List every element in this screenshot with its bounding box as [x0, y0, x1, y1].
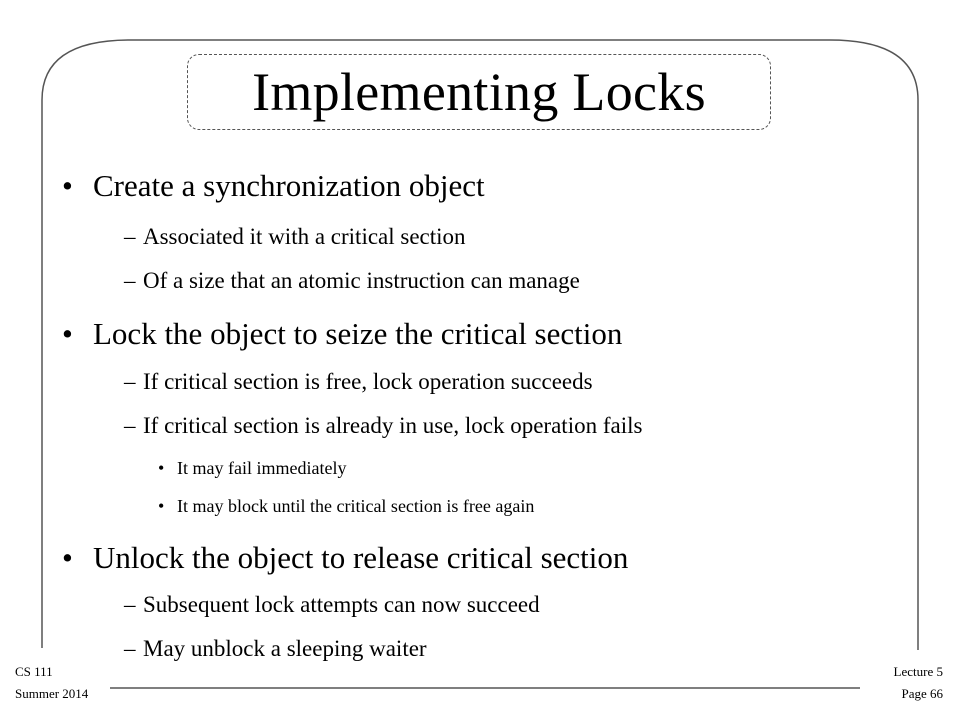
sub-bullet-text: If critical section is free, lock operation succeeds [143, 369, 593, 394]
footer-page-number: Page 66 [901, 686, 943, 701]
bullet-marker: • [158, 496, 165, 516]
dash-marker: – [124, 268, 136, 293]
sub-bullet-text: Subsequent lock attempts can now succeed [143, 592, 540, 617]
sub-bullet-text: If critical section is already in use, lock operation fails [143, 413, 643, 438]
sub-bullet-text: Of a size that an atomic instruction can manage [143, 268, 580, 293]
bullet-marker: • [62, 540, 73, 575]
bullet-marker: • [158, 458, 165, 478]
sub-sub-bullet-text: It may block until the critical section is free again [177, 496, 535, 516]
dash-marker: – [124, 224, 136, 249]
dash-marker: – [124, 413, 136, 438]
sub-bullet-text: May unblock a sleeping waiter [143, 636, 427, 661]
footer-course: CS 111 [15, 664, 53, 679]
footer-course-info [15, 661, 88, 705]
dash-marker: – [124, 369, 136, 394]
sub-sub-bullet-text: It may fail immediately [177, 458, 347, 478]
footer-term: Summer 2014 [15, 686, 89, 701]
footer-lecture: Lecture 5 [893, 664, 943, 679]
sub-bullet-text: Associated it with a critical section [143, 224, 466, 249]
dash-marker: – [124, 636, 136, 661]
slide-title: Implementing Locks [252, 62, 706, 122]
bullet-text: Create a synchronization object [93, 168, 485, 203]
bullet-text: Lock the object to seize the critical section [93, 316, 623, 351]
bullet-marker: • [62, 168, 73, 203]
dash-marker: – [124, 592, 136, 617]
bullet-text: Unlock the object to release critical section [93, 540, 629, 575]
bullet-marker: • [62, 316, 73, 351]
footer-page-info [894, 661, 943, 705]
